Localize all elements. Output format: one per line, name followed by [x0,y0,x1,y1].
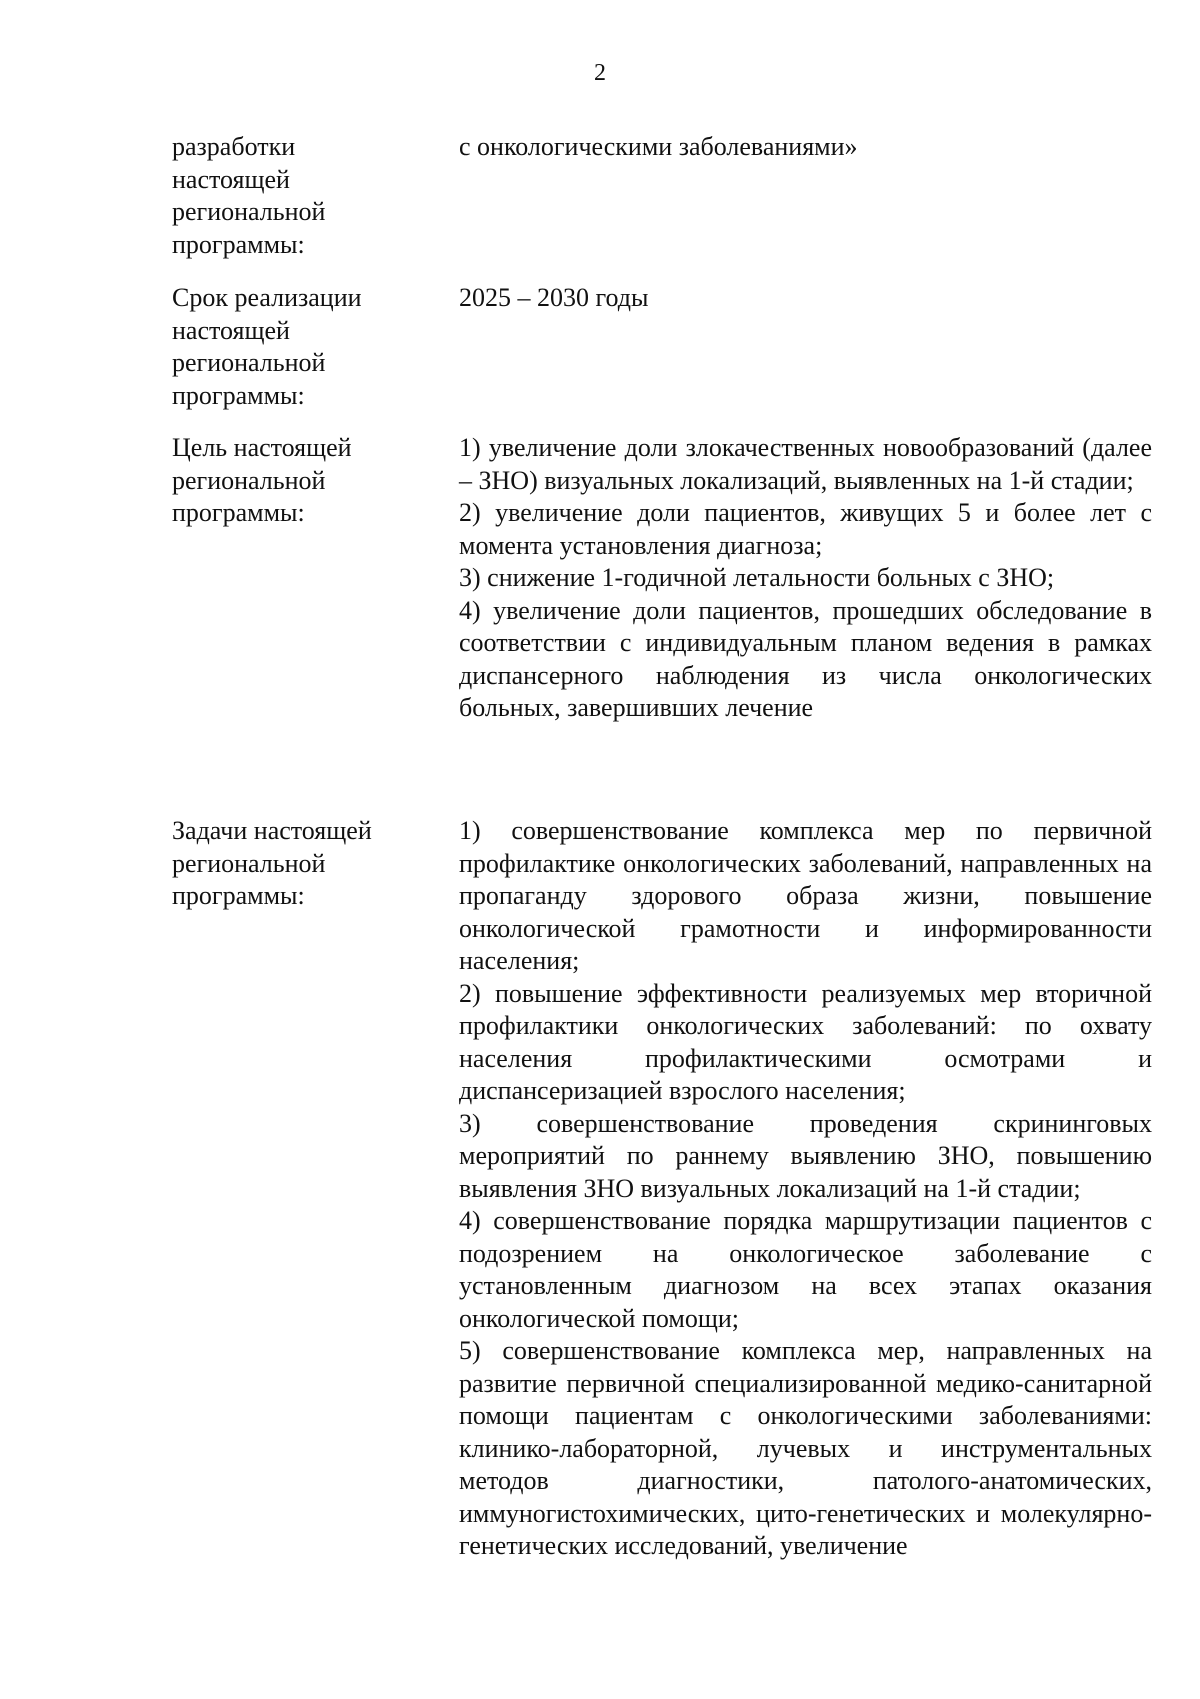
task-item: 3) совершенствование проведения скрининговых мероприятий по раннему выявлению ЗНО, повышению выявления ЗНО визуальных локализаций на 1-й стадии; [459,1108,1152,1203]
goal-item: 4) увеличение доли пациентов, прошедших обследование в соответствии с индивидуальным планом ведения в рамках диспансерного наблюдения из числа онкологических больных, завершивших лечение [459,595,1152,722]
value-item: с онкологическими заболеваниями» [459,132,858,161]
value-item: 2025 – 2030 годы [459,283,649,312]
task-item: 5) совершенствование комплекса мер, направленных на развитие первичной специализированной медико-санитарной помощи пациентам с онкологическими заболеваниями: клинико-лабораторной, лучевых и инструментальных методов диагностики, патолого-анатомических, иммуногистохимических, цито-генетических и молекулярно-генетических исследований, увеличение [459,1336,1152,1560]
task-item: 2) повышение эффективности реализуемых мер вторичной профилактики онкологических заболеваний: по охвату населения профилактическими осмотрами и диспансеризацией взрослого населения; [459,978,1152,1105]
goal-item: 2) увеличение доли пациентов, живущих 5 и более лет с момента установления диагноза; [459,498,1152,560]
row-value [459,432,1152,725]
row-label: разработки настоящей региональной программы: [172,132,326,259]
row-label: Срок реализации настоящей региональной программы: [172,283,362,410]
goal-item: 3) снижение 1-годичной летальности больных с ЗНО; [459,563,1055,592]
goal-item: 1) увеличение доли злокачественных новообразований (далее – ЗНО) визуальных локализаций, выявленных на 1-й стадии; [459,433,1152,495]
row-value [459,815,1152,1563]
row-value [459,131,1152,164]
task-item: 1) совершенствование комплекса мер по первичной профилактике онкологических заболеваний, направленных на пропаганду здорового образа жизни, повышение онкологической грамотности и информированности населения; [459,816,1152,975]
task-item: 4) совершенствование порядка маршрутизации пациентов с подозрением на онкологическое заболевание с установленным диагнозом на всех этапах оказания онкологической помощи; [459,1206,1152,1333]
row-label: Задачи настоящей региональной программы: [172,816,372,910]
page-number: 2 [594,60,606,86]
row-value [459,282,1152,315]
row-label: Цель настоящей региональной программы: [172,433,352,527]
